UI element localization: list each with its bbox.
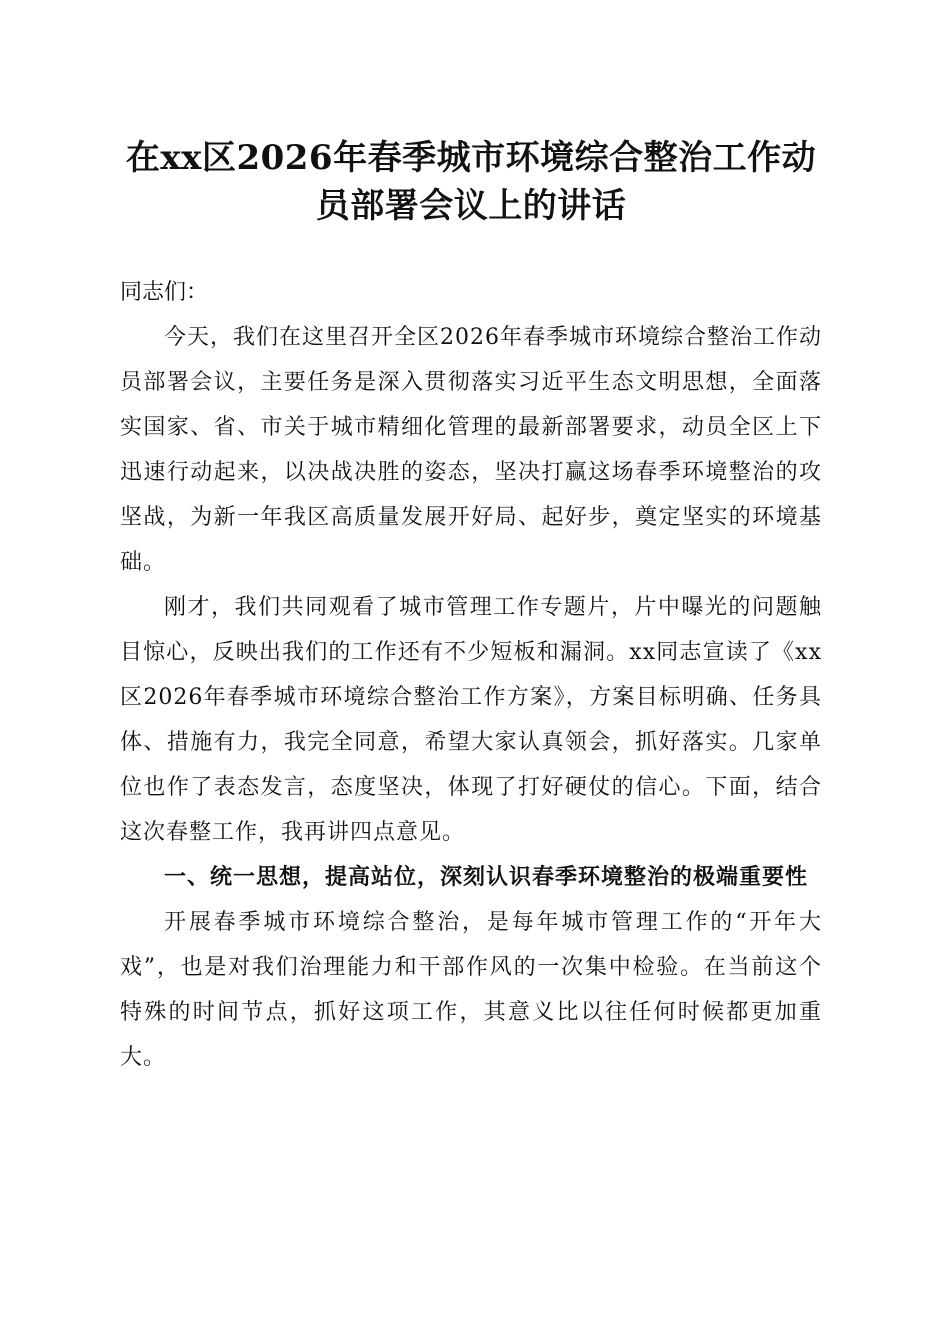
intro-paragraph: 今天，我们在这里召开全区2026年春季城市环境综合整治工作动员部署会议，主要任务是深入贯彻落实习近平生态文明思想，全面落实国家、省、市关于城市精细化管理的最新部署要求，动员全区上下迅速行动起来，以决战决胜的姿态，坚决打赢这场春季环境整治的攻坚战，为新一年我区高质量发展开好局、起好步，奠定坚实的环境基础。 — [120, 325, 822, 575]
document-page — [120, 134, 822, 1080]
section-paragraph: 开展春季城市环境综合整治，是每年城市管理工作的“开年大戏”，也是对我们治理能力和干部作风的一次集中检验。在当前这个特殊的时间节点，抓好这项工作，其意义比以往任何时候都更加重大。 — [120, 910, 822, 1070]
salutation: 同志们： — [120, 280, 209, 305]
context-paragraph: 刚才，我们共同观看了城市管理工作专题片，片中曝光的问题触目惊心，反映出我们的工作还有不少短板和漏洞。xx同志宣读了《xx区2026年春季城市环境综合整治工作方案》，方案目标明确、任务具体、措施有力，我完全同意，希望大家认真领会，抓好落实。几家单位也作了表态发言，态度坚决，体现了打好硬仗的信心。下面，结合这次春整工作，我再讲四点意见。 — [120, 595, 822, 845]
section-heading: 一、统一思想，提高站位，深刻认识春季环境整治的极端重要性 — [164, 865, 809, 890]
document-title: 在xx区2026年春季城市环境综合整治工作动员部署会议上的讲话 — [125, 138, 817, 226]
